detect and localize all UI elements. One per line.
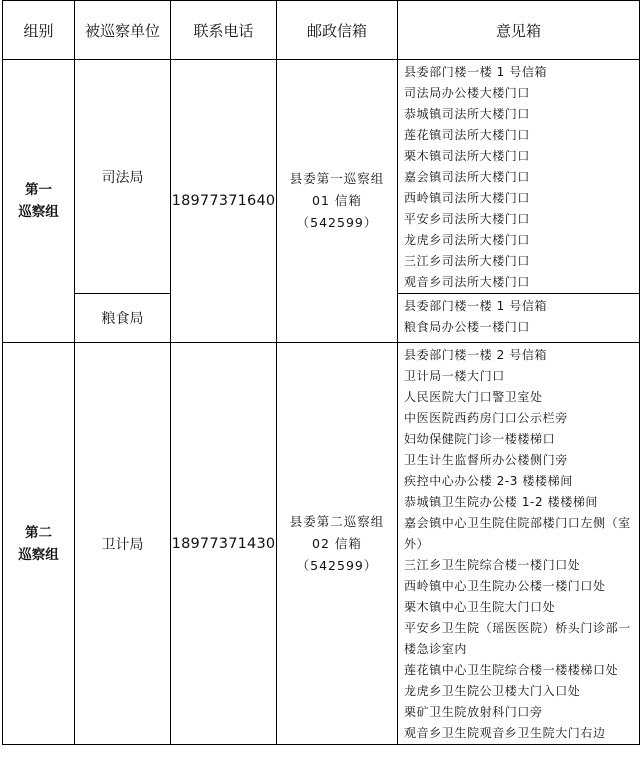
list-item: 县委部门楼一楼 2 号信箱 (404, 348, 548, 362)
unit-cell: 卫计局 (75, 343, 171, 745)
inspection-contact-table (2, 0, 640, 745)
phone-cell: 18977371640 (171, 60, 277, 343)
group-name-line1: 第二 (25, 524, 52, 541)
list-item: 嘉会镇中心卫生院住院部楼门口左侧（室外） (404, 516, 631, 551)
list-item: 嘉会镇司法所大楼门口 (404, 170, 531, 184)
header-mail: 邮政信箱 (277, 1, 398, 60)
group-name-line1: 第一 (25, 182, 52, 198)
header-group: 组别 (3, 1, 75, 60)
list-item: 西岭镇司法所大楼门口 (404, 191, 531, 205)
list-item: 龙虎乡卫生院公卫楼大门入口处 (404, 684, 581, 698)
list-item: 卫生计生监督所办公楼侧门旁 (404, 453, 568, 467)
table-row (3, 60, 640, 294)
phone-cell: 18977371430 (171, 343, 277, 745)
list-item: 粮食局办公楼一楼门口 (404, 320, 531, 334)
mailbox-line3: （542599） (296, 215, 378, 230)
list-item: 西岭镇中心卫生院办公楼一楼门口处 (404, 579, 606, 593)
list-item: 栗木镇司法所大楼门口 (404, 149, 531, 163)
suggestion-box-cell (398, 343, 640, 745)
suggestion-box-cell (398, 294, 640, 343)
list-item: 三江乡卫生院综合楼一楼门口处 (404, 558, 581, 572)
unit-cell: 粮食局 (75, 294, 171, 343)
list-item: 莲花镇司法所大楼门口 (404, 128, 531, 142)
list-item: 平安乡司法所大楼门口 (404, 212, 531, 226)
list-item: 栗木镇中心卫生院大门口处 (404, 600, 556, 614)
list-item: 疾控中心办公楼 2-3 楼楼梯间 (404, 474, 573, 488)
list-item: 观音乡司法所大楼门口 (404, 275, 531, 289)
list-item: 三江乡司法所大楼门口 (404, 254, 531, 268)
list-item: 妇幼保健院门诊一楼楼梯口 (404, 432, 556, 446)
list-item: 司法局办公楼大楼门口 (404, 86, 531, 100)
header-phone: 联系电话 (171, 1, 277, 60)
group-name-line2: 巡察组 (18, 204, 59, 220)
table-row (3, 343, 640, 745)
list-item: 县委部门楼一楼 1 号信箱 (404, 299, 548, 313)
list-item: 龙虎乡司法所大楼门口 (404, 233, 531, 247)
group-cell (3, 343, 75, 745)
group-name-line2: 巡察组 (18, 546, 59, 563)
mailbox-line2: 02 信箱 (312, 535, 362, 551)
unit-cell: 司法局 (75, 60, 171, 294)
list-item: 恭城镇司法所大楼门口 (404, 107, 531, 121)
suggestion-box-cell (398, 60, 640, 294)
mailbox-line1: 县委第一巡察组 (289, 171, 385, 186)
header-row (3, 1, 640, 60)
list-item: 恭城镇卫生院办公楼 1-2 楼楼梯间 (404, 495, 599, 509)
mailbox-line2: 01 信箱 (312, 193, 362, 208)
mailbox-line3: （542599） (296, 557, 378, 573)
list-item: 平安乡卫生院（瑶医医院）桥头门诊部一楼急诊室内 (404, 621, 631, 656)
mailbox-cell (277, 60, 398, 343)
mailbox-cell (277, 343, 398, 745)
list-item: 人民医院大门口警卫室处 (404, 390, 543, 404)
group-cell (3, 60, 75, 343)
list-item: 观音乡卫生院观音乡卫生院大门右边 (404, 726, 606, 740)
list-item: 栗矿卫生院放射科门口旁 (404, 705, 543, 719)
list-item: 卫计局一楼大门口 (404, 369, 505, 383)
mailbox-line1: 县委第二巡察组 (289, 513, 385, 529)
header-box: 意见箱 (398, 1, 640, 60)
list-item: 莲花镇中心卫生院综合楼一楼楼梯口处 (404, 663, 619, 677)
header-unit: 被巡察单位 (75, 1, 171, 60)
list-item: 县委部门楼一楼 1 号信箱 (404, 65, 548, 79)
list-item: 中医医院西药房门口公示栏旁 (404, 411, 568, 425)
